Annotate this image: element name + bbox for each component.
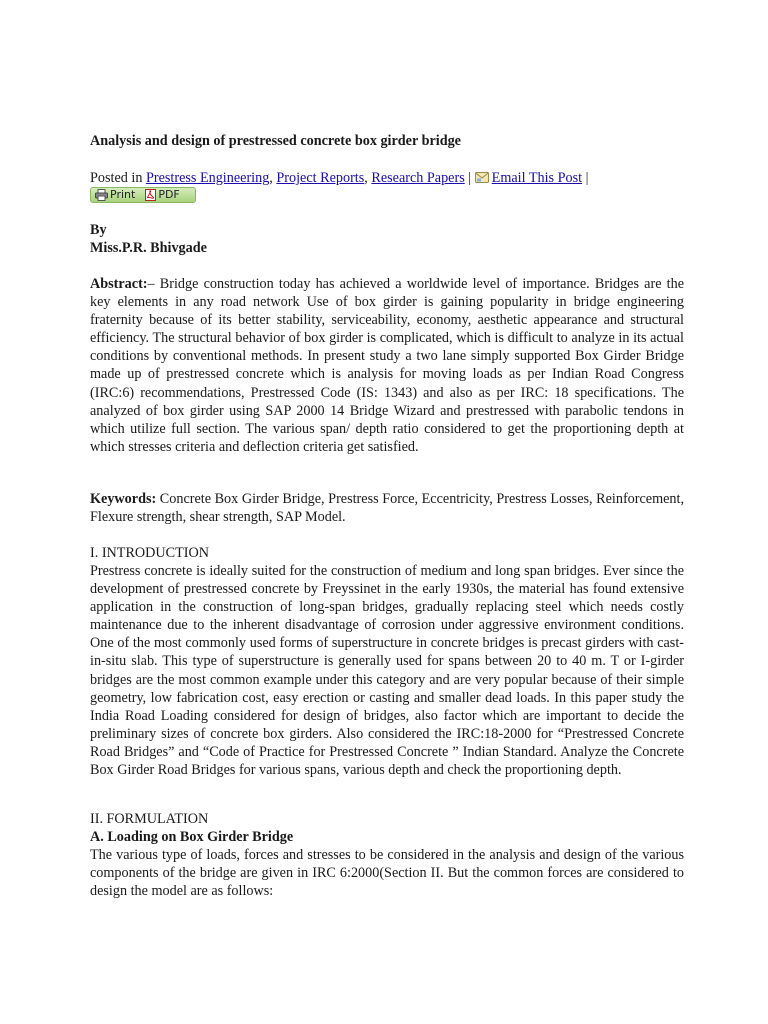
print-label: Print xyxy=(110,188,136,201)
pdf-label: PDF xyxy=(158,188,180,201)
abstract-label: Abstract: xyxy=(90,276,148,292)
loading-paragraph: The various type of loads, forces and stresses to be considered in the analysis and design of the various components of the bridge are given in IRC 6:2000(Section II. But the common forces are considered to design the model are as follows: xyxy=(90,847,684,900)
introduction-heading: I. INTRODUCTION xyxy=(90,545,210,561)
introduction-paragraph: Prestress concrete is ideally suited for the construction of medium and long span bridges. Ever since the development of prestressed concrete by Freyssinet in the early 1930s, the material has found extensive application in the construction of long-span bridges, gradually replacing steel which needs costly maintenance due to the inherent disadvantage of corrosion under aggressive environment conditions. One of the most commonly used forms of superstructure in concrete bridges is precast girders with cast-in-situ slab. This type of superstructure is generally used for spans between 20 to 40 m. T or I-girder bridges are the most common example under this category and are very popular because of their simple geometry, low fabrication cost, easy erection or casting and smaller dead loads. In this paper study the India Road Loading considered for design of bridges, also factor which are important to decide the preliminary sizes of concrete box girders. Also considered the IRC:18-2000 for “Prestressed Concrete Road Bridges” and “Code of Practice for Prestressed Concrete ” Indian Standard. Analyze the Concrete Box Girder Road Bridges for various spans, various depth and check the proportioning depth. xyxy=(90,563,684,779)
posted-in-label: Posted in xyxy=(90,170,143,186)
author-name: Miss.P.R. Bhivgade xyxy=(90,240,207,257)
separator: | xyxy=(585,170,589,186)
pdf-icon xyxy=(145,189,156,201)
print-button[interactable] xyxy=(91,188,135,202)
post-meta: Posted in Prestress Engineering, Project Reports, Research Papers | Email This Post | xyxy=(90,170,589,186)
print-pdf-toolbar xyxy=(90,187,196,203)
category-link-research-papers[interactable]: Research Papers xyxy=(371,170,465,186)
abstract-paragraph xyxy=(90,275,684,456)
separator: | xyxy=(468,170,472,186)
email-icon[interactable] xyxy=(475,172,489,183)
email-this-post-link[interactable]: Email This Post xyxy=(491,170,583,186)
keywords-text: Concrete Box Girder Bridge, Prestress Force, Eccentricity, Prestress Losses, Reinforcement, Flexure strength, shear strength, SAP Model. xyxy=(90,491,685,526)
printer-icon xyxy=(95,189,108,201)
pdf-button[interactable] xyxy=(141,188,179,202)
abstract-text: – Bridge construction today has achieved a worldwide level of importance. Bridges are the key elements in any road network Use of box girder is gaining popularity in bridge engineering fraternity because of its better stability, serviceability, economy, aesthetic appearance and structural efficiency. The structural behavior of box girder is complicated, which is difficult to analyze in its actual conditions by conventional methods. In present study a two lane simply supported Box Girder Bridge made up of prestressed concrete which is analysis for moving loads as per Indian Road Congress (IRC:6) recommendations, Prestressed Code (IS: 1343) and also as per IRC: 18 specifications. The analyzed of box girder using SAP 2000 14 Bridge Wizard and prestressed with parabolic tendons in which utilize full section. The various span/ depth ratio considered to get the proportioning depth at which stresses criteria and deflection criteria get satisfied. xyxy=(90,276,684,455)
by-label: By xyxy=(90,222,107,238)
keywords-label: Keywords: xyxy=(90,491,157,507)
loading-subheading: A. Loading on Box Girder Bridge xyxy=(90,829,294,845)
byline xyxy=(90,221,207,257)
page-title: Analysis and design of prestressed concrete box girder bridge xyxy=(90,133,461,149)
category-link-prestress-engineering[interactable]: Prestress Engineering xyxy=(145,170,270,186)
category-link-project-reports[interactable]: Project Reports xyxy=(276,170,365,186)
keywords-paragraph xyxy=(90,490,684,526)
formulation-heading: II. FORMULATION xyxy=(90,811,209,827)
